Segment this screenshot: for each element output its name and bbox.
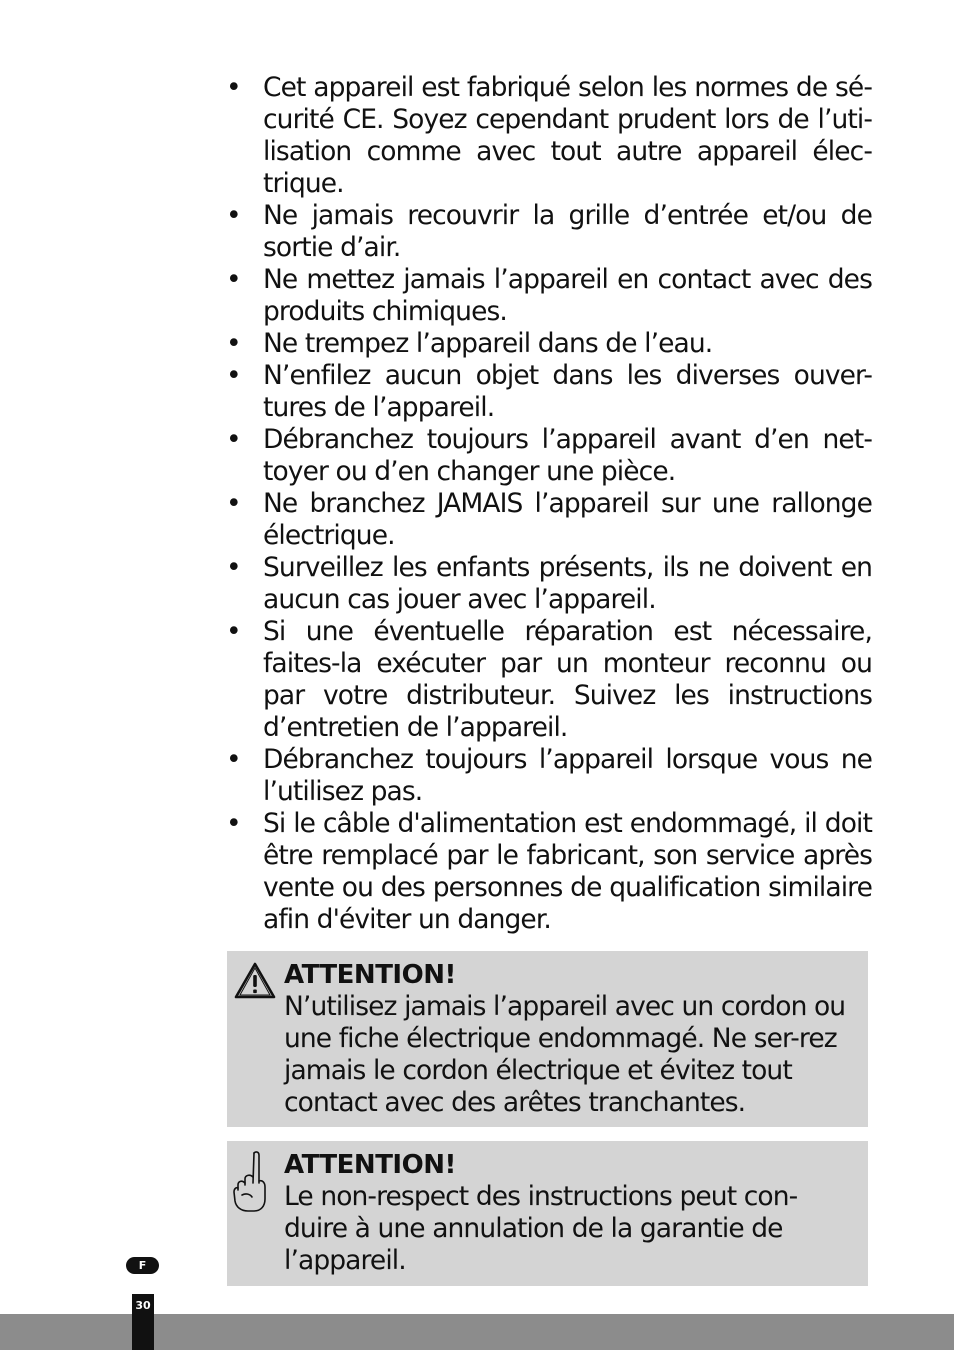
notice-body: Le non-respect des instructions peut con-duire à une annulation de la garantie de l’appareil. [284,1181,798,1276]
bullet-dot: • [226,360,241,391]
list-item-text: Si une éventuelle réparation est nécessaire, faites-la exécuter par un monteur reconnu ou par votre distributeur. Suivez les instructions d’entretien de l’appareil. [263,616,872,743]
bullet-dot: • [226,616,241,647]
list-item-text: Ne trempez l’appareil dans de l’eau. [263,328,713,359]
list-item [226,488,872,552]
bullet-dot: • [226,488,241,519]
bullet-dot: • [226,552,241,583]
pointing-hand-icon [232,1149,268,1213]
bullet-dot: • [226,808,241,839]
notice-title: ATTENTION! [284,960,456,990]
page-number: 30 [132,1294,154,1350]
list-item [226,72,872,200]
list-item [226,744,872,808]
list-item-text: Surveillez les enfants présents, ils ne doivent en aucun cas jouer avec l’appareil. [263,552,872,615]
notice-body: N’utilisez jamais l’appareil avec un cordon ou une fiche électrique endommagé. Ne ser-rez jamais le cordon électrique et évitez tout contact avec des arêtes tranchantes. [284,991,846,1118]
bullet-dot: • [226,744,241,775]
list-item [226,328,872,360]
notice-title: ATTENTION! [284,1150,456,1180]
list-item-text: Ne branchez JAMAIS l’appareil sur une rallonge électrique. [263,488,872,551]
list-item-text: N’enfilez aucun objet dans les diverses ouver-tures de l’appareil. [263,360,872,423]
hand-notice [227,1141,868,1286]
warning-notice [227,951,868,1127]
bullet-dot: • [226,72,241,103]
bullet-dot: • [226,264,241,295]
list-item-text: Ne jamais recouvrir la grille d’entrée et/ou de sortie d’air. [263,200,872,263]
warning-triangle-icon [234,962,276,1000]
safety-bullet-list [226,72,872,936]
list-item [226,360,872,424]
bullet-dot: • [226,200,241,231]
list-item-text: Débranchez toujours l’appareil avant d’en net-toyer ou d’en changer une pièce. [263,424,872,487]
list-item-text: Si le câble d'alimentation est endommagé, il doit être remplacé par le fabricant, son service après vente ou des personnes de qualification similaire afin d'éviter un danger. [263,808,872,935]
list-item-text: Cet appareil est fabriqué selon les normes de sé-curité CE. Soyez cependant prudent lors de l’uti-lisation comme avec tout autre appareil élec-trique. [263,72,872,199]
list-item [226,424,872,488]
list-item-text: Débranchez toujours l’appareil lorsque vous ne l’utilisez pas. [263,744,872,807]
list-item [226,616,872,744]
list-item [226,200,872,264]
list-item-text: Ne mettez jamais l’appareil en contact avec des produits chimiques. [263,264,872,327]
list-item [226,264,872,328]
language-badge: F [126,1257,159,1274]
list-item [226,808,872,936]
bullet-dot: • [226,424,241,455]
bullet-dot: • [226,328,241,359]
list-item [226,552,872,616]
